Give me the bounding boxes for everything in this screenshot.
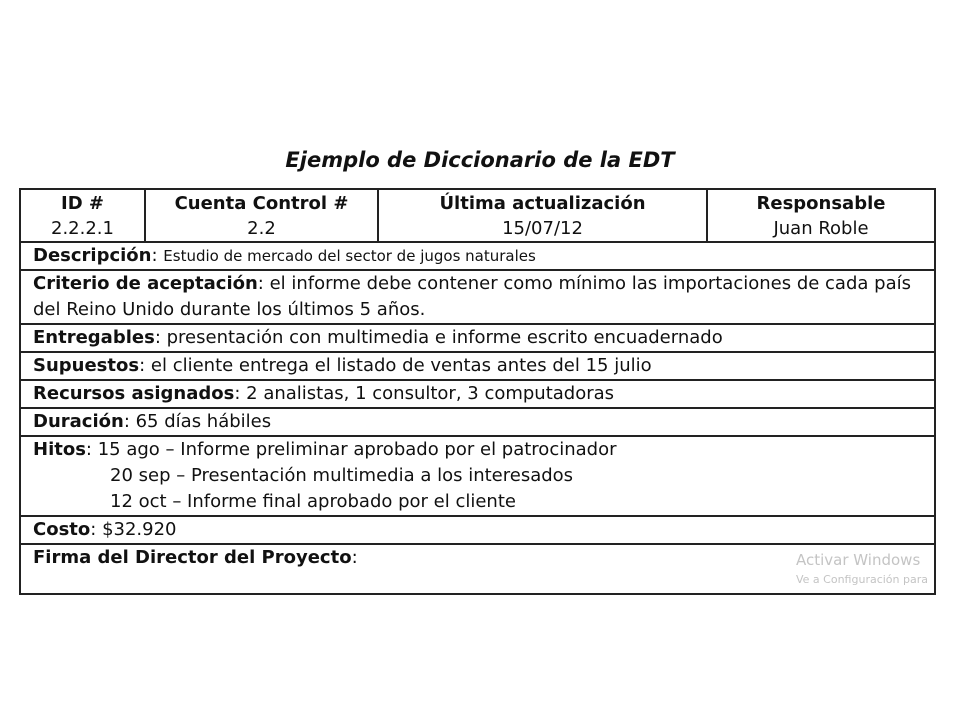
ultima-actualizacion-label: Última actualización <box>439 193 646 214</box>
costo-row: Costo: $32.920 <box>20 516 935 544</box>
descripcion-row: Descripción: Estudio de mercado del sector de jugos naturales <box>20 242 935 270</box>
cuenta-control-cell <box>145 189 378 242</box>
responsable-value: Juan Roble <box>773 218 869 239</box>
responsable-label: Responsable <box>756 193 886 214</box>
recursos-row: Recursos asignados: 2 analistas, 1 consultor, 3 computadoras <box>20 380 935 408</box>
hito-item: 20 sep – Presentación multimedia a los interesados <box>110 465 574 486</box>
firma-label: Firma del Director del Proyecto <box>33 547 352 568</box>
descripcion-value: Estudio de mercado del sector de jugos naturales <box>163 247 536 265</box>
entregables-label: Entregables <box>33 327 155 348</box>
id-cell <box>20 189 145 242</box>
header-row <box>20 189 935 242</box>
recursos-value: 2 analistas, 1 consultor, 3 computadoras <box>246 383 615 404</box>
duracion-value: 65 días hábiles <box>135 411 272 432</box>
criterio-value: el informe debe contener como mínimo las importaciones de cada país del Reino Unido durante los últimos 5 años. <box>33 273 911 320</box>
recursos-label: Recursos asignados <box>33 383 235 404</box>
duracion-label: Duración <box>33 411 124 432</box>
cuenta-control-value: 2.2 <box>247 218 276 239</box>
document-title: Ejemplo de Diccionario de la EDT <box>285 148 675 172</box>
supuestos-row: Supuestos: el cliente entrega el listado de ventas antes del 15 julio <box>20 352 935 380</box>
supuestos-value: el cliente entrega el listado de ventas antes del 15 julio <box>150 355 652 376</box>
supuestos-label: Supuestos <box>33 355 140 376</box>
hitos-row: Hitos: 15 ago – Informe preliminar aprobado por el patrocinador 20 sep – Presentación multimedia a los interesados 12 oct – Informe final aprobado por el cliente <box>20 436 935 516</box>
id-label: ID # <box>61 193 104 214</box>
descripcion-label: Descripción <box>33 245 152 266</box>
costo-value: $32.920 <box>102 519 177 540</box>
entregables-row: Entregables: presentación con multimedia e informe escrito encuadernado <box>20 324 935 352</box>
firma-row: Firma del Director del Proyecto: <box>20 544 935 594</box>
watermark-line-2: Ve a Configuración para <box>796 573 928 586</box>
criterio-row: Criterio de aceptación: el informe debe contener como mínimo las importaciones de cada país del Reino Unido durante los últimos 5 años. <box>20 270 935 324</box>
watermark-line-1: Activar Windows <box>796 551 921 569</box>
ultima-actualizacion-cell <box>378 189 707 242</box>
hito-item: 12 oct – Informe final aprobado por el cliente <box>110 491 516 512</box>
id-value: 2.2.2.1 <box>51 218 114 239</box>
entregables-value: presentación con multimedia e informe escrito encuadernado <box>166 327 723 348</box>
edt-dictionary-table <box>19 188 936 595</box>
costo-label: Costo <box>33 519 91 540</box>
responsable-cell <box>707 189 935 242</box>
hitos-label: Hitos <box>33 439 86 460</box>
duracion-row: Duración: 65 días hábiles <box>20 408 935 436</box>
cuenta-control-label: Cuenta Control # <box>174 193 349 214</box>
criterio-label: Criterio de aceptación <box>33 273 258 294</box>
hito-item: 15 ago – Informe preliminar aprobado por el patrocinador <box>97 439 617 460</box>
ultima-actualizacion-value: 15/07/12 <box>502 218 583 239</box>
